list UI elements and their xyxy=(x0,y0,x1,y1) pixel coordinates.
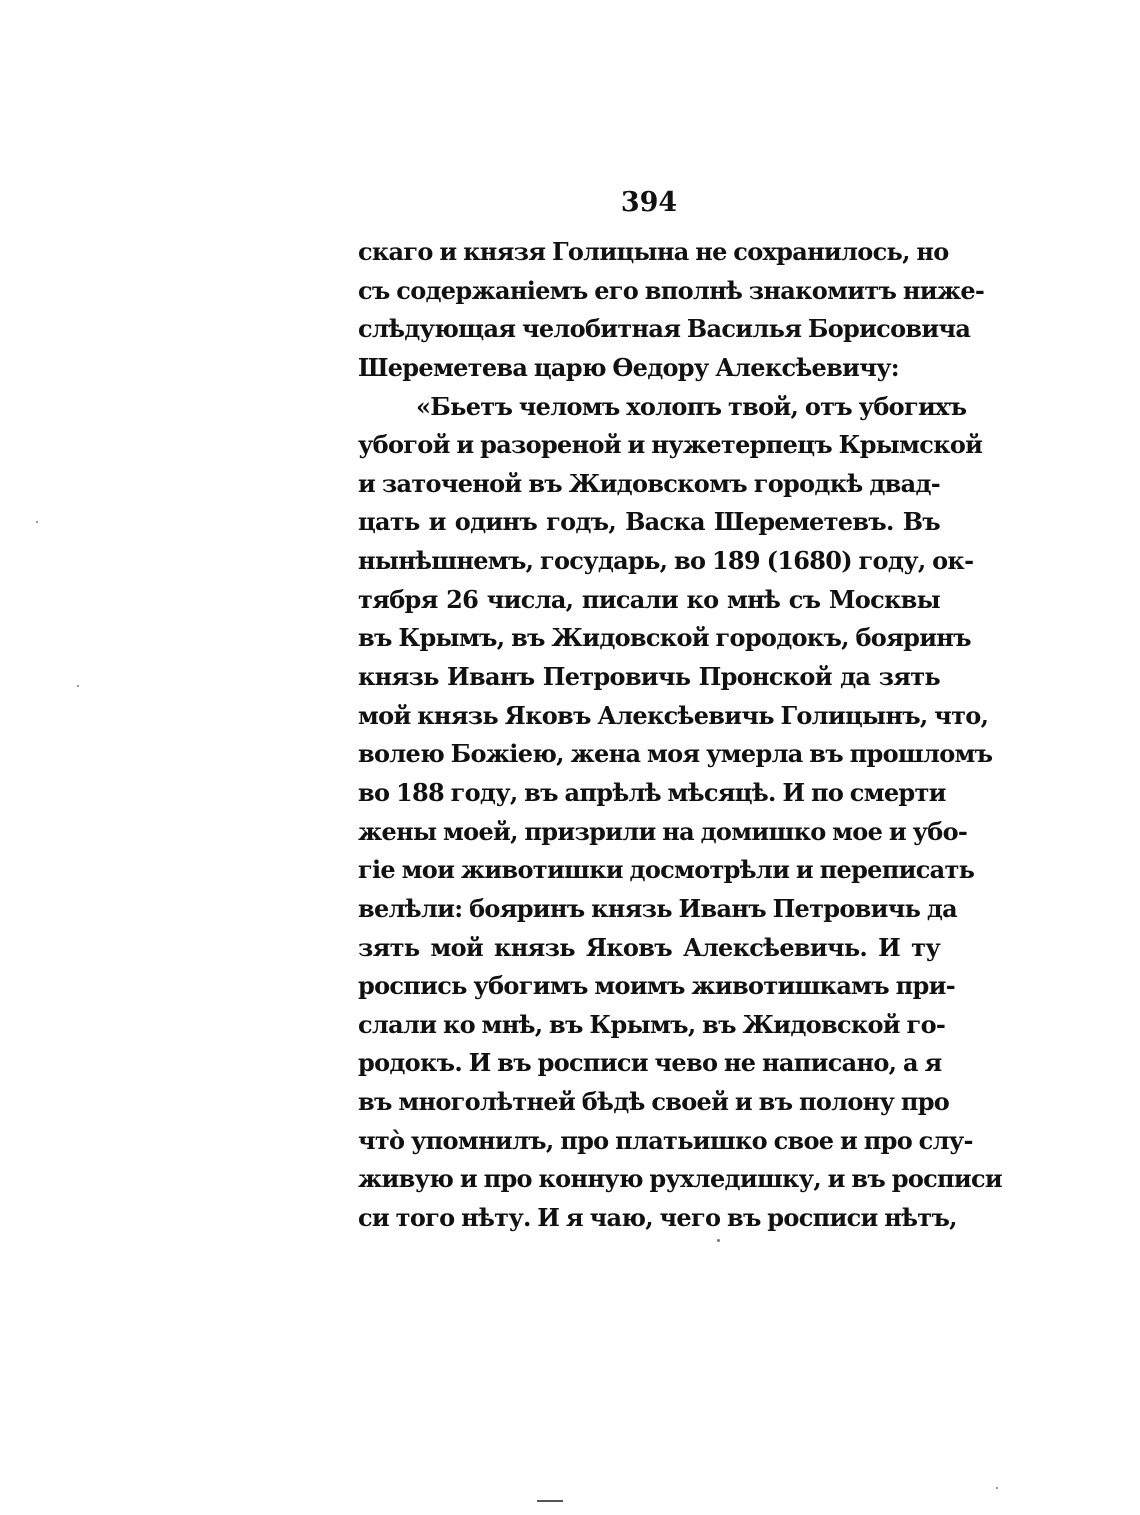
text-line: въ многолѣтней бѣдѣ своей и въ полону про xyxy=(358,1087,950,1117)
text-line: тября 26 числа, писали ко мнѣ съ Москвы xyxy=(358,584,940,614)
text-line: родокъ. И въ росписи чево не написано, а я xyxy=(358,1048,942,1078)
text-line: слѣдующая челобитная Василья Борисовича xyxy=(358,314,971,344)
text-line: и заточеной въ Жидовскомъ городкѣ двад- xyxy=(358,468,940,498)
text-line: слали ко мнѣ, въ Крымъ, въ Жидовской го- xyxy=(358,1009,946,1039)
text-line: скаго и князя Голицына не сохранилось, но xyxy=(358,237,949,266)
text-line: зять мой князь Яковъ Алексѣевичь. И ту xyxy=(358,932,940,962)
text-line: гіе мои животишки досмотрѣли и переписать xyxy=(358,855,975,885)
scan-speck xyxy=(996,1487,998,1489)
text-line: Шереметева царю Ѳедору Алексѣевичу: xyxy=(358,352,899,382)
text-line: въ Крымъ, въ Жидовской городокъ, бояринъ xyxy=(358,623,971,653)
text-line: жены моей, призрили на домишко мое и убо- xyxy=(358,816,968,846)
text-line: съ содержаніемъ его вполнѣ знакомитъ ниже- xyxy=(358,275,985,305)
scan-speck xyxy=(717,1239,720,1242)
text-line: чтò упомнилъ, про платьишко свое и про слу- xyxy=(358,1125,973,1155)
text-line: нынѣшнемъ, государь, во 189 (1680) году, ок- xyxy=(358,546,974,576)
text-line: цать и одинъ годъ, Васка Шереметевъ. Въ xyxy=(358,507,940,537)
text-line: волею Божіею, жена моя умерла въ прошломъ xyxy=(358,739,993,769)
text-line: велѣли: бояринъ князь Иванъ Петровичь да xyxy=(358,893,957,923)
scan-speck xyxy=(77,685,79,687)
text-line: мой князь Яковъ Алексѣевичь Голицынъ, что, xyxy=(358,700,989,730)
page-number: 394 xyxy=(620,187,678,218)
text-line: живую и про конную рухледишку, и въ росписи xyxy=(358,1164,1003,1194)
body-text xyxy=(358,233,1003,1238)
text-line: во 188 году, въ апрѣлѣ мѣсяцѣ. И по смерти xyxy=(358,777,946,807)
text-line: роспись убогимъ моимъ животишкамъ при- xyxy=(358,971,955,1001)
text-line: «Бьетъ челомъ холопъ твой, отъ убогихъ xyxy=(416,391,967,421)
scan-speck xyxy=(36,521,38,523)
text-line: си того нѣту. И я чаю, чего въ росписи нѣтъ, xyxy=(358,1203,957,1233)
text-line: князь Иванъ Петровичь Пронской да зять xyxy=(358,662,940,692)
text-line: убогой и разореной и нужетерпецъ Крымской xyxy=(358,430,983,460)
scan-dash xyxy=(537,1500,563,1502)
